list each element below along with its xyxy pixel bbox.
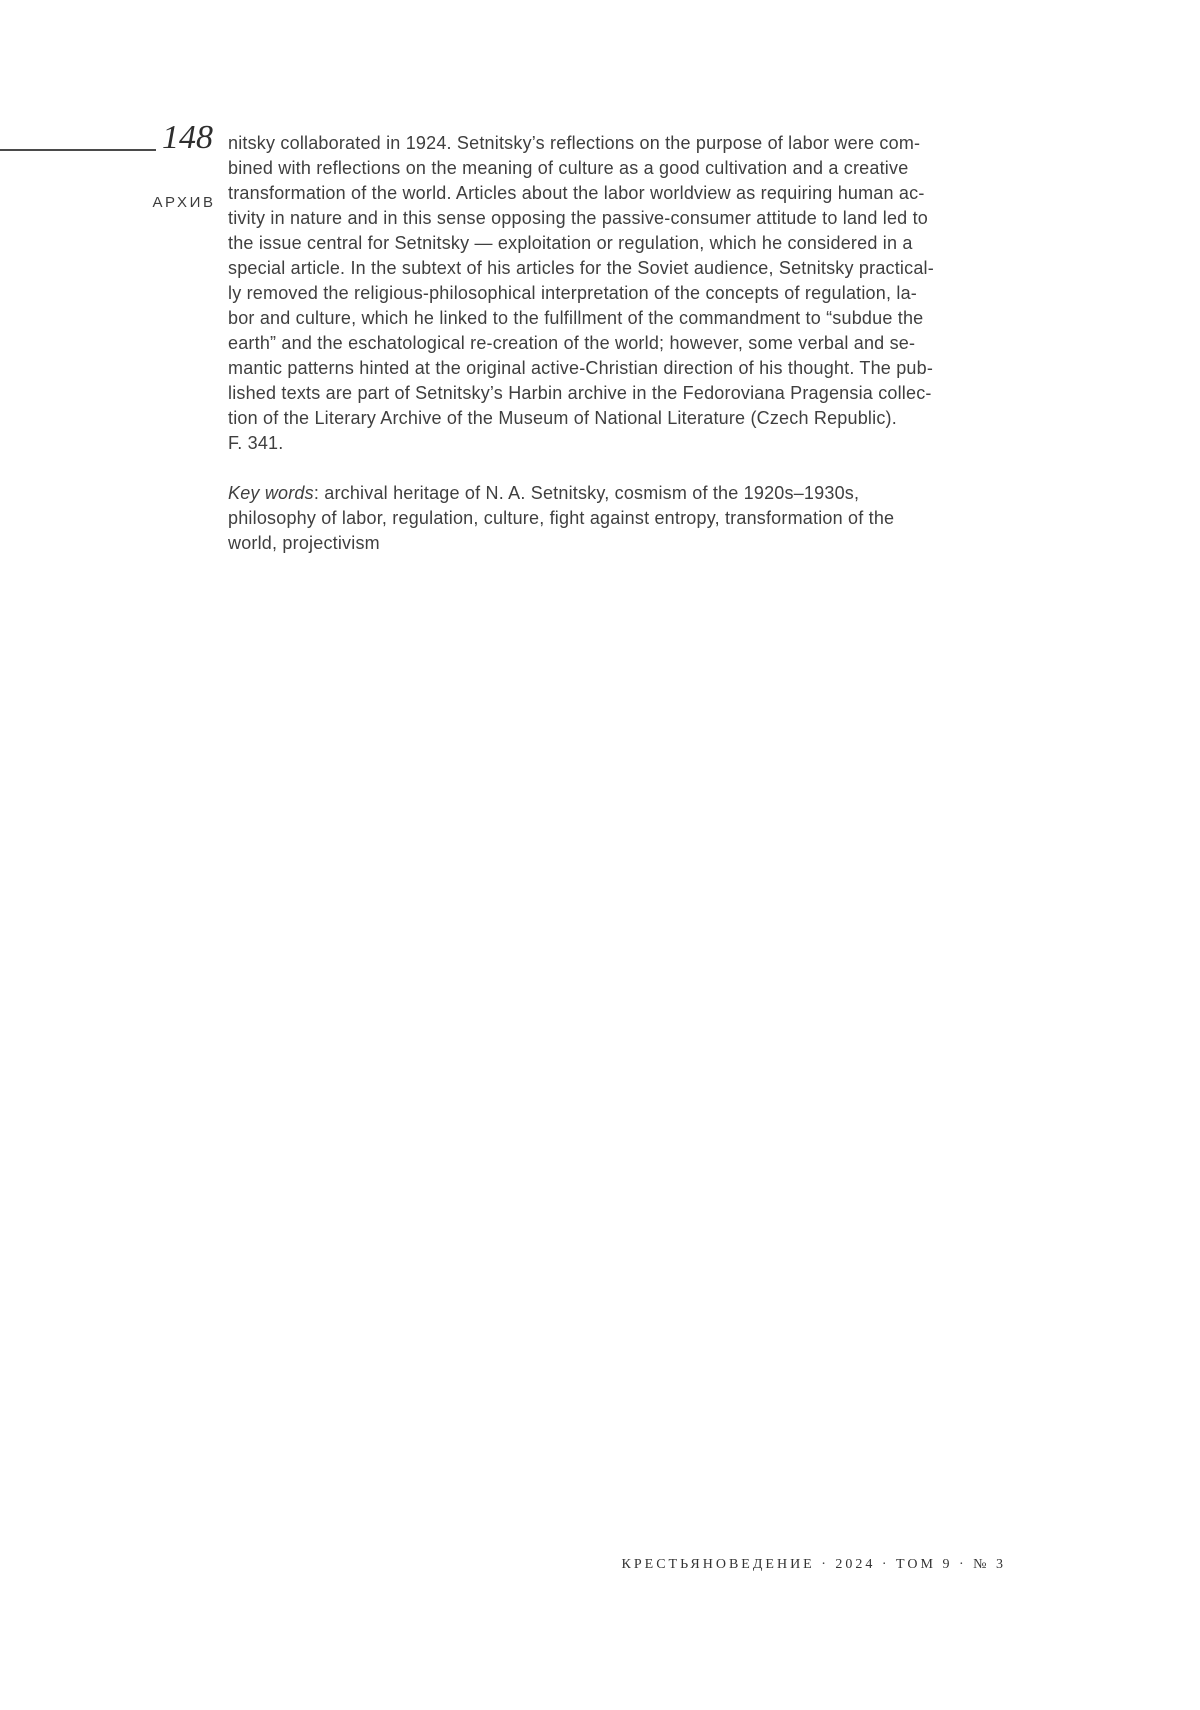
footer-journal-line: КРЕСТЬЯНОВЕДЕНИЕ · 2024 · ТОМ 9 · № 3 [621,1557,1006,1572]
keywords-first-line [228,481,1058,506]
footer-wrap [0,1556,1006,1574]
keywords-rest-lines: philosophy of labor, regulation, culture, fight against entropy, transformation of the world, projectivism [228,508,895,553]
abstract-paragraph: nitsky collaborated in 1924. Setnitsky’s reflections on the purpose of labor were com- bined with reflections on the meaning of culture as a good cultivation and a creative transformation of the world. Articles about the labor worldview as requiring human ac- tivity in nature and in this sense opposing the passive-consumer attitude to land led to the issue central for Setnitsky — exploitation or regulation, which he considered in a special article. In the subtext of his articles for the Soviet audience, Setnitsky practical- ly removed the religious-philosophical interpretation of the concepts of regulation, la- bor and culture, which he linked to the fulfillment of the commandment to “subdue the earth” and the eschatological re-creation of the world; however, some verbal and se- mantic patterns hinted at the original active-Christian direction of his thought. The pub- lished texts are part of Setnitsky’s Harbin archive in the Fedoroviana Pragensia collec- tion of the Literary Archive of the Museum of National Literature (Czech Republic). F. 341. [228,133,934,453]
section-label-wrap [0,194,216,211]
keywords-first-line-text: : archival heritage of N. A. Setnitsky, cosmism of the 1920s–1930s, [313,483,860,503]
page-number: 148 [162,119,213,156]
keywords-paragraph [228,481,1058,556]
keywords-label: Key words [228,483,314,503]
section-label: АРХИВ [152,194,216,211]
